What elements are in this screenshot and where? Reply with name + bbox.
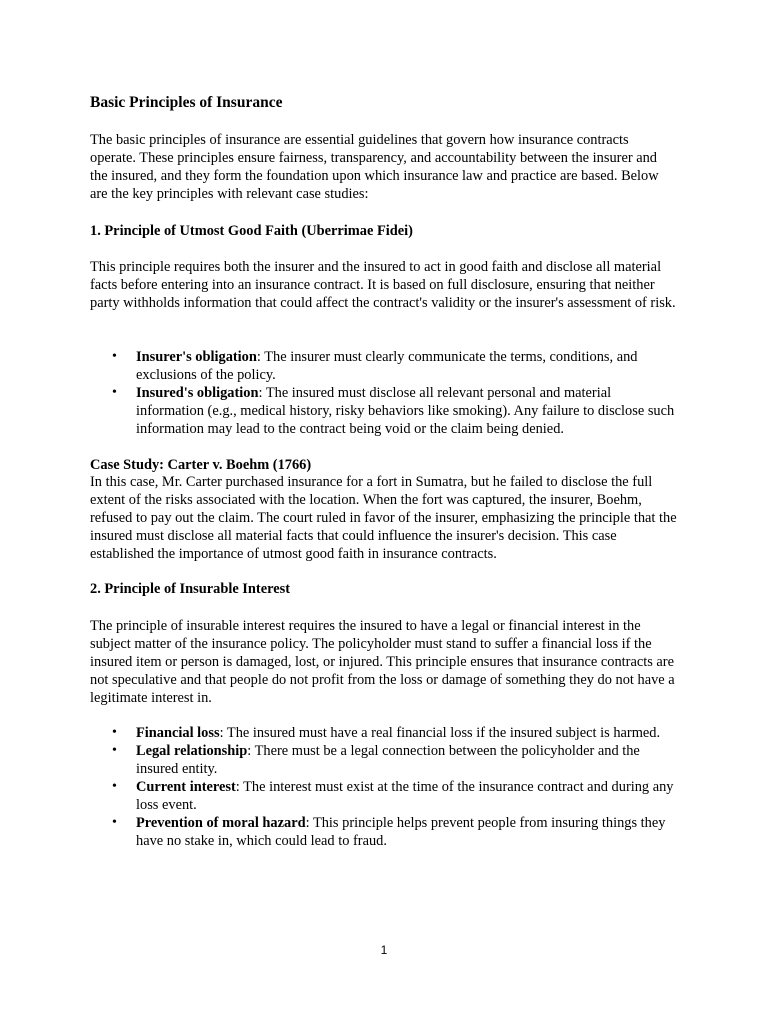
bullet-text: : The insured must disclose all relevant personal and material information (e.g., medical history, risky behaviors like smoking). Any failure to disclose such information may lead to the contract being void or the claim being denied. [136, 385, 675, 437]
case-study-body: In this case, Mr. Carter purchased insurance for a fort in Sumatra, but he failed to disclose the full extent of the risks associated with the location. When the fort was captured, the insurer, Boehm, refused to pay out the claim. The court ruled in favor of the insurer, emphasizing the principle that the insured must disclose all material facts that could influence the insurer's decision. This case established the importance of utmost good faith in insurance contracts. [90, 474, 677, 562]
bullet-term: Insurer's obligation [136, 349, 257, 365]
list-item [90, 348, 680, 384]
section-1-body: This principle requires both the insurer and the insured to act in good faith and disclose all material facts before entering into an insurance contract. It is based on full disclosure, ensuring that neither party withholds information that could affect the contract's validity or the insurer's assessment of risk. [90, 259, 676, 311]
bullet-term: Insured's obligation [136, 385, 259, 401]
bullet-text: : This principle helps prevent people from insuring things they have no stake in, which could lead to fraud. [136, 815, 666, 849]
section-2-heading: 2. Principle of Insurable Interest [90, 581, 290, 597]
bullet-text: : There must be a legal connection between the policyholder and the insured entity. [136, 743, 640, 777]
list-item [90, 384, 680, 438]
document-title: Basic Principles of Insurance [90, 94, 283, 111]
bullet-term: Financial loss [136, 725, 220, 741]
section-2-body: The principle of insurable interest requires the insured to have a legal or financial interest in the subject matter of the insurance policy. The policyholder must stand to suffer a financial loss if the insured item or person is damaged, lost, or injured. This principle ensures that insurance contracts are not speculative and that people do not profit from the loss or damage of something they do not have a legitimate interest in. [90, 618, 675, 706]
bullet-term: Prevention of moral hazard [136, 815, 306, 831]
bullet-icon: • [112, 725, 117, 740]
bullet-term: Legal relationship [136, 743, 248, 759]
section-1-bullet-list [90, 348, 680, 438]
case-study-heading: Case Study: Carter v. Boehm (1766) [90, 457, 312, 473]
bullet-text: : The interest must exist at the time of the insurance contract and during any loss event. [136, 779, 674, 813]
bullet-term: Current interest [136, 779, 236, 795]
intro-paragraph: The basic principles of insurance are essential guidelines that govern how insurance contracts operate. These principles ensure fairness, transparency, and accountability between the insurer and the insured, and they form the foundation upon which insurance law and practice are based. Below are the key principles with relevant case studies: [90, 132, 659, 202]
bullet-icon: • [112, 815, 117, 830]
bullet-text: : The insurer must clearly communicate the terms, conditions, and exclusions of the policy. [136, 349, 638, 383]
bullet-text: : The insured must have a real financial loss if the insured subject is harmed. [219, 725, 661, 741]
list-item [90, 742, 680, 778]
bullet-icon: • [112, 743, 117, 758]
section-2-bullet-list [90, 724, 680, 850]
list-item [90, 724, 680, 742]
section-1-heading: 1. Principle of Utmost Good Faith (Uberrimae Fidei) [90, 223, 413, 239]
list-item [90, 814, 680, 850]
list-item [90, 778, 680, 814]
bullet-icon: • [112, 385, 117, 400]
bullet-icon: • [112, 779, 117, 794]
bullet-icon: • [112, 349, 117, 364]
page-number: 1 [380, 943, 388, 957]
